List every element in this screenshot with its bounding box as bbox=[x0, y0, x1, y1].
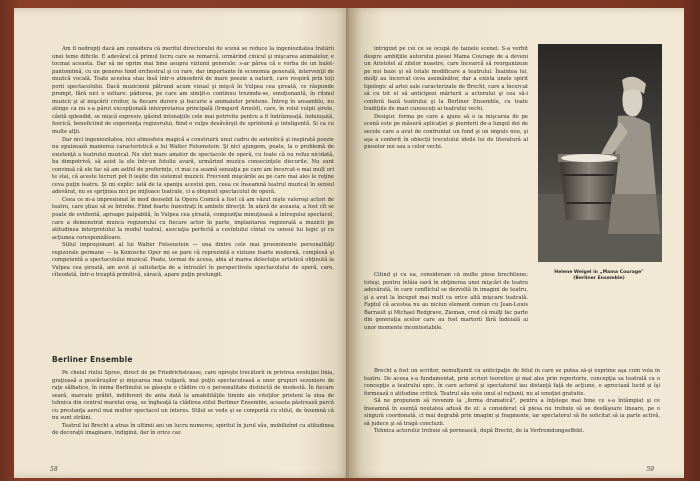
paragraph: Stilul impreşionant al lui Walter Felsenstein — una dintre cele mai proeminente personalităţi regizorale germane — la Komische Oper mi se pare că reprezintă o viziune foarte modernă, complexă şi competentă a spectacolului muzical. Poate, tocmai de aceea, abia al marea delectaţie artistică obţinută la Vulpea cea şireată, am avut şi satisfacţia de a întrezări în perspectivele spectacolului de operă, care, cîteodată, într-o treaptă primitivă, săracă, apare puţin prelungit. bbox=[52, 242, 334, 279]
right-page-text-top bbox=[364, 46, 528, 272]
left-page bbox=[14, 8, 350, 478]
paragraph: Brecht a fost un scriitor, nemulţumit cu anticipaţie de felul în care se putea să-şi exprime aşa cum voia în teatru. De aceea s-a fundamentat, prin scrieri teoretice şi mai ales prin repertoriu, concepţia sa teatrală ca o concepţie a teatrului epic, în care actorul şi spectatorul iau distanţă faţă de acţiune, o apreciază lucid şi îşi formează o atitudine critică. Teatrul său este unul al raţiunii, nu al emoţiei gratuite. bbox=[364, 368, 660, 397]
paragraph: Teatrul lui Brecht a atras în ultimii ani un lucru numeros, spiritul în jurul său, mobilizînd cu atitudinea de decoraţii imaginare, indiginii, dar în orice caz bbox=[52, 422, 334, 437]
paragraph: Pe cheiul rîului Spree, direct de pe Friedrichstrasse, care opreşte trecătorii în privirea evoluţiei linia, graţioasă a pescăruşilor şi mişcarea mai vulgară, mai puţin spectaculoasă a unor grupuri sezoniere de raţe sălbatice, în inima Berlinului se găseşte o clădire cu o personalitate distinctă de modestă. În fiecare seară, marcate grăbit, indiferent de anta dată la amabilităţile timide ale viteţilor prieteni la ziua de tehnica din centrul marelui oraş, se îngheaţă la clădirea stilul Berliner Ensemble, aceasta păstrează parcă cu prestanţa aerul mai multor spectacol un interes. Stilul se vede şi se comportă cu stilul, de însemnă că nu sunt străini. bbox=[52, 370, 334, 422]
photo-caption-line: Helene Weigel în „Mama Courage" bbox=[554, 270, 644, 275]
photo-caption-line: (Berliner Ensemble) bbox=[573, 276, 625, 282]
photo-illustration bbox=[538, 44, 662, 262]
paragraph: intrigind pe cei ce se ocupă de tainele scenei. S-a vorbit despre ambiţiile autorului piesei Mama Courage de a deveni un Aristotel al zilelor noastre, care încearcă să reorganizeze pe noi baze şi să totale modificare a teatrului. Înaintea lui, mulţi au încercat ceva asemănător, dar a exista unele spirit tipologic al artei sale caracterizate de Brecht, care a încercat să cu tot el să anticipezi mărturii a actorului şi cea să-i conferă bază teatrului şi la Berliner Ensemble, cu toate tradiţiile de mari cunoscuţi ai teatrului vechi. bbox=[364, 46, 528, 113]
right-page-text-bottom bbox=[364, 368, 660, 464]
paragraph: Citind şi cu ea, consideram că multe piese brechtiene; totuşi, pentru întâia oară în obţinerea unei mişcări de teatru adevărată, în care conflictul se dezvoltă în imagini de teatru, şi a avut la început mai mult ca orice altă mişcare teatrală. Faptul că acestea nu au niciun element comun cu Jean-Louis Barrault şi Michael Redgrave, Zieman, cred că mulţi fac parte din generaţia acelor care au fost martorii fără îndoială ai unor momente incontestabile. bbox=[364, 272, 528, 331]
page-number: 58 bbox=[50, 466, 58, 473]
paragraph: Am fi nedrepţi dacă am considera că meritul directorului de scenă se reduce la ingeniozitatea tratării unei teme dificile. E adevărat că primul lucru care se remarcă, urmărind cinicul şi mişcarea animalelor, e tocmai aceasta. Dar să ne oprim mai bine asupra viziunii generale: s-ar părea că e vorba de un balet-pantomimă, cu un generos fond orchestral şi cu rare, dar importante în economia generală, intervenţii de muzică vocală. Toate acestea stau însă într-o atmosferă de mare poezie a naturii, care respiră prin toţi porii spectacolului. Dacă muzicienii pătrund acum vizual şi mişcă în Vulpea cea şireată, ce răspunde prompt, fără nici o ezitare: pădurea, pe care am simţit-o continuu trezindu-se, emoţionantă, în ritmul muzicii şi al mişcării croitor, la fiecare durere şi bucurie a animalelor prietene. Întreg în ansamblu, nu atinge ca nu s-a părut excepţională interpretarea principală (Irmgard Arnold), care, în rolul vulpii şirete, cântă splendid, se mişcă expresiv, găsind intonaţiile cele mai potrivite pentru a fi îndrăzneaţă, înduioşată, feericã, beneficiind de experienţa regizorului, fiind o vulpe desăvârşit de sprintenă şi inteligentă. Si ca cu multe alţii. bbox=[52, 46, 334, 136]
paragraph: Dar nici ingeniozitatea, nici atmosfera magică a construirii unui cadru de autentică şi inspirată poezie nu epuizează manierea caracteristică a lui Walter Felsenstein. Şi nici ajungem, poate, la o problemă de existenţă a teatrului muzical. Nu sînt mare amator de spectacole de operă, cu toate că nu refuz nicidată, ba dimpotrivă, să asist la ele într-un fotoliu avară, urmărind muzica consecinţele discurile. Nu sunt convinsă că ele fac să am astfel de preferinţe, ci mai ca seamă senzaţia pe care am încercat-o mai mult ori te stai, că aceste lucruri pot fi ieşite din sistemul muzicii. Frecvent mişcările au pe care mai ales le reţine ceva puţin teatru. Şi mi explic: iată de la spaniju acestui gen, ceea ce înseamnă teatrul muzical în sensul adevărat, nu se sprijinea nici pe mijloace teatrale, ci a obişnuit spectacolul de operă. bbox=[52, 136, 334, 196]
paragraph: Desigur, forma pe care a ajuns să o ia mişcarea de pe scenă este pe măsură aplicaţiei şi pierderii de-a lungul doi de secole care a avut de confruntat un fond şi un impuls nou, şi aşa a conferit în obiecţii trecutului ideile lui de literatură al pieselor noi sau a celor vechi. bbox=[364, 113, 528, 151]
photo-caption bbox=[536, 270, 662, 282]
right-page-text-middle bbox=[364, 272, 528, 368]
right-page bbox=[350, 8, 684, 478]
left-page-text-bottom bbox=[52, 370, 334, 462]
section-title: Berliner Ensemble bbox=[52, 355, 133, 364]
page-number: 59 bbox=[646, 466, 654, 473]
left-page-text-top bbox=[52, 46, 334, 340]
photo-helene-weigel bbox=[538, 44, 662, 262]
paragraph: Tehnica actorului trebuie să pornească, după Brecht, de la Verfremdungseffekt. bbox=[374, 428, 584, 435]
paragraph: Ceea ce m-a impresionat în mod deosebit la Opera Comică a fost că am văzut nişte valoroşi actori de teatru, care ştiau să se întrebe. Fiind foarte înzestraţi în ambele direcţii. În afară de aceasta, a fost cît se poate de evidentă, aproape palpabilă, în Vulpea cea şireată, compoziţia minuţioasă a întregului spectacol, care a demonstrat munca regizorului cu fiecare actor în parte, implantarea regizorală a muzicii pe atitudinea interpretului la modul teatral, asociaţia perfectă a cuvîntului cîntat cu sensul lui logic şi cu acţiunea corespunzătoare. bbox=[52, 196, 334, 241]
paragraph: Să ne propunem să revenim la „forma dramatică", pentru a înţelege mai bine ce s-a întâmplat şi ce înseamnă în esenţă noutatea adusă de el: a considerat că piesa nu trebuie să se desfăşoare lineare, pe o singură coordonată, ci mai degrabă prin imagini şi fragmente, iar spectatorul să fie solicitat să ia parte activă, să judece şi să tragă concluzii. bbox=[364, 398, 660, 427]
